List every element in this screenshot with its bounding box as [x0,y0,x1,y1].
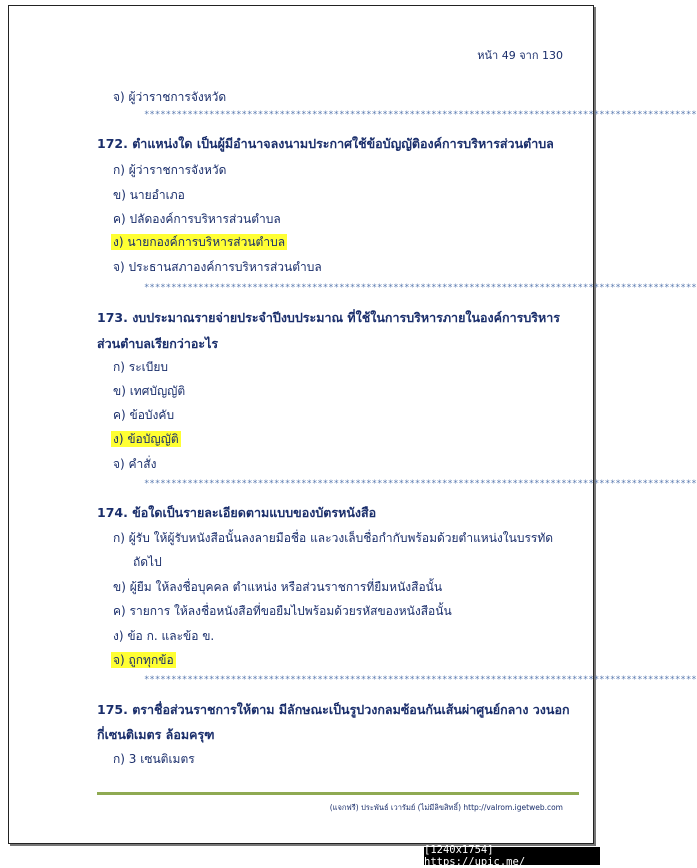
q175-option-a: ก) 3 เซนติเมตร [113,752,195,766]
question-175-line2: กี่เซนติเมตร ล้อมครุฑ [97,727,215,742]
q172-option-b: ข) นายอำเภอ [113,188,185,202]
separator: ****************************************************************************************************** [144,283,697,293]
image-size-watermark: [1240x1754] https://upic.me/ [424,847,600,865]
q172-option-d-answer [111,233,287,252]
q174-option-a-line2: ถัดไป [133,555,162,569]
question-175-line1: 175. ตราชื่อส่วนราชการให้ตาม มีลักษณะเป็นรูปวงกลมซ้อนกันเส้นผ่าศูนย์กลาง วงนอก [97,702,570,717]
q174-option-b: ข) ผู้ยืม ให้ลงชื่อบุคคล ตำแหน่ง หรือส่วนราชการที่ยืมหนังสือนั้น [113,580,443,594]
q172-option-a: ก) ผู้ว่าราชการจังหวัด [113,163,227,177]
q173-option-e: จ) คำสั่ง [113,457,157,471]
q172-option-c: ค) ปลัดองค์การบริหารส่วนตำบล [113,212,281,226]
separator: ****************************************************************************************************** [144,479,697,489]
question-173-line1: 173. งบประมาณรายจ่ายประจำปีงบประมาณ ที่ใช้ในการบริหารภายในองค์การบริหาร [97,310,560,325]
page-number: หน้า 49 จาก 130 [477,49,563,62]
answer-highlight: ง) ข้อบัญญัติ [113,432,179,446]
answer-highlight: จ) ถูกทุกข้อ [113,653,174,667]
q173-option-d-answer [111,430,181,449]
q174-option-d: ง) ข้อ ก. และข้อ ข. [113,629,215,643]
q174-option-e-answer [111,651,176,670]
question-174: 174. ข้อใดเป็นรายละเอียดตามแบบของบัตรหนังสือ [97,505,377,520]
separator: ****************************************************************************************************** [144,110,697,120]
document-page [8,5,697,844]
footer-rule [97,792,579,795]
q172-option-e: จ) ประธานสภาองค์การบริหารส่วนตำบล [113,260,322,274]
q174-option-c: ค) รายการ ให้ลงชื่อหนังสือที่ขอยืมไปพร้อมด้วยรหัสของหนังสือนั้น [113,604,452,618]
prev-option-e: จ) ผู้ว่าราชการจังหวัด [113,90,227,104]
separator: ****************************************************************************************************** [144,675,697,685]
q174-option-a-line1: ก) ผู้รับ ให้ผู้รับหนังสือนั้นลงลายมือชื่อ และวงเล็บชื่อกำกับพร้อมด้วยตำแหน่งในบรรทัด [113,531,554,545]
question-173-line2: ส่วนตำบลเรียกว่าอะไร [97,336,219,351]
q173-option-c: ค) ข้อบังคับ [113,408,175,422]
q173-option-b: ข) เทศบัญญัติ [113,384,186,398]
footer-credit: (แจกฟรี) ประพันธ์ เวารัมย์ (ไม่มีลิขสิทธิ์) http://valrom.igetweb.com [329,803,563,812]
question-172: 172. ตำแหน่งใด เป็นผู้มีอำนาจลงนามประกาศใช้ข้อบัญญัติองค์การบริหารส่วนตำบล [97,136,554,151]
q173-option-a: ก) ระเบียบ [113,360,169,374]
answer-highlight: ง) นายกองค์การบริหารส่วนตำบล [113,235,286,249]
